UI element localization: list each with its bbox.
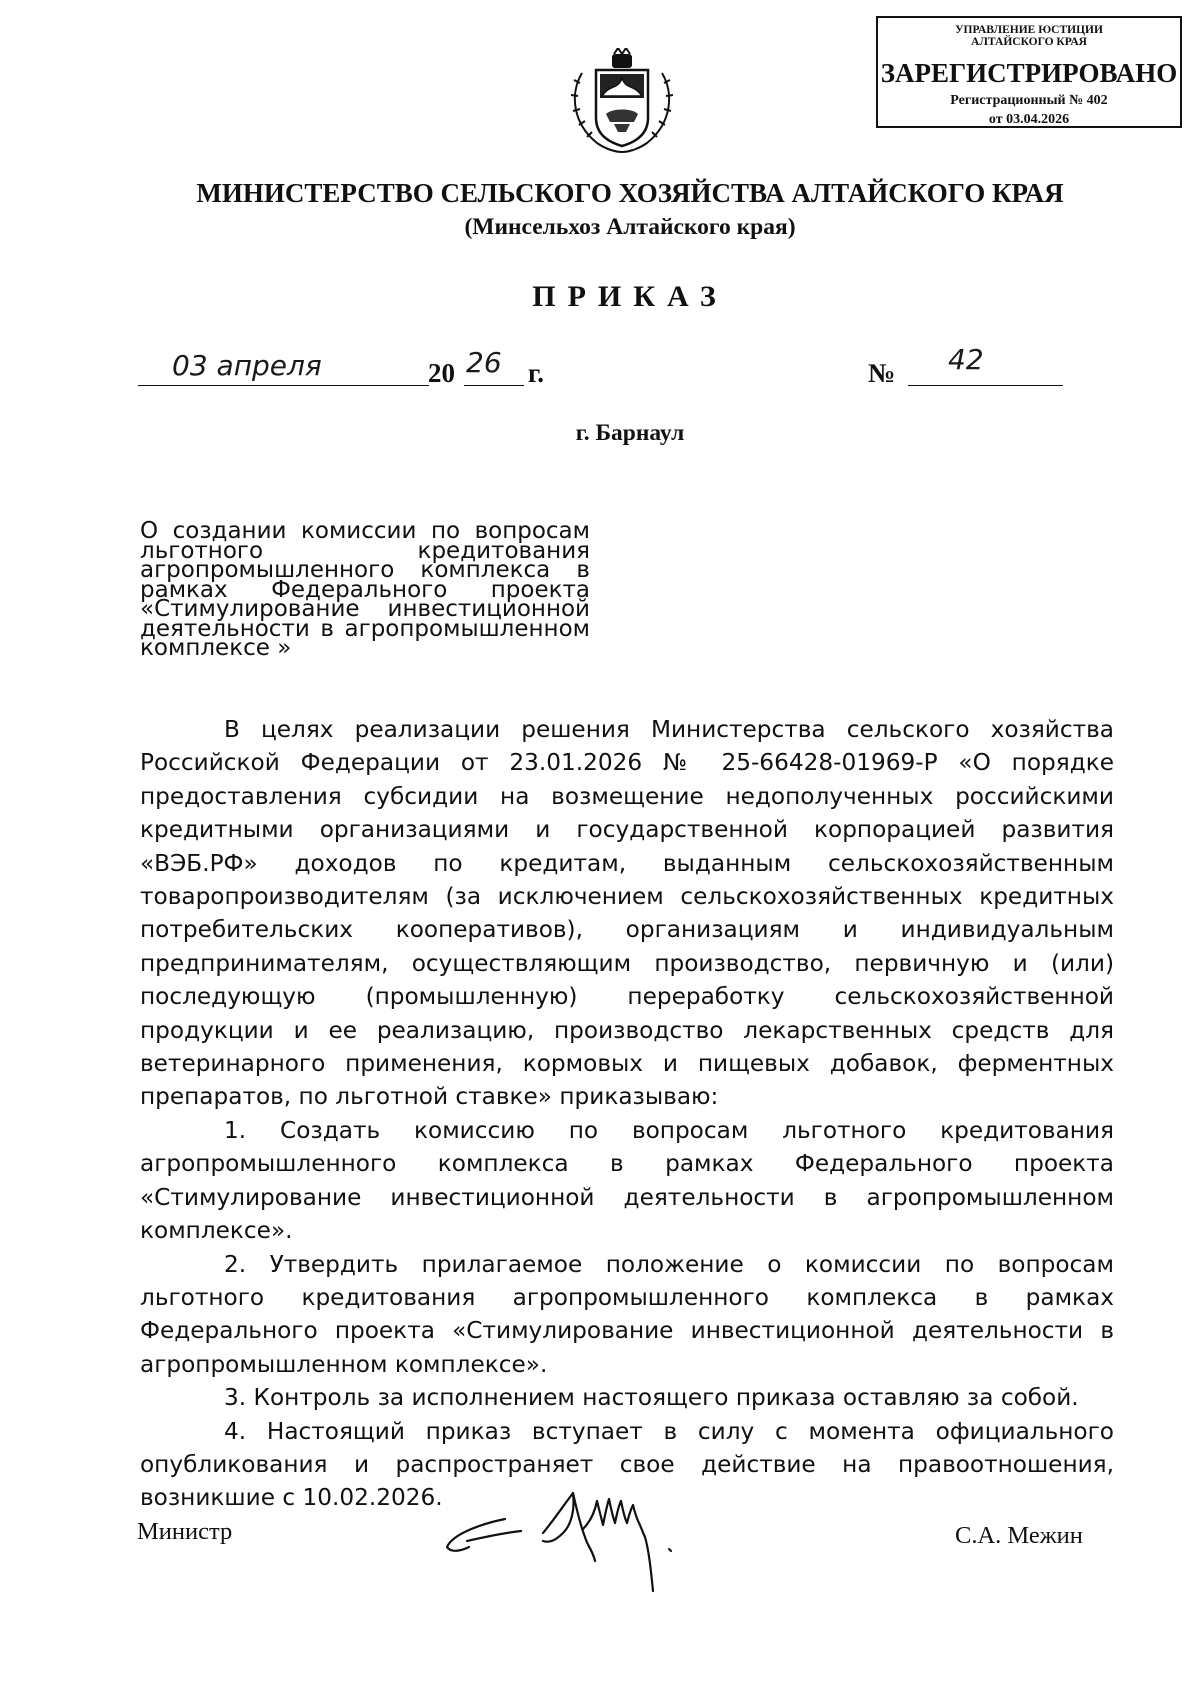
order-body <box>140 713 1114 1515</box>
signer-title: Министр <box>137 1518 233 1545</box>
handwritten-number: 42 <box>948 343 984 376</box>
year-underline <box>464 385 524 386</box>
stamp-status: ЗАРЕГИСТРИРОВАНО <box>880 58 1178 88</box>
handwritten-signature <box>445 1471 725 1601</box>
preamble-paragraph: В целях реализации решения Министерства сельского хозяйства Российской Федерации от 23.01.2026 № 25-66428-01969-Р «О порядке предоставления субсидии на возмещение недополученных российскими кредитными организациями и государственной корпорацией развития «ВЭБ.РФ» доходов по кредитам, выданным сельскохозяйственным товаропроизводителям (за исключением сельскохозяйственных кредитных потребительских кооперативов), организациям и индивидуальным предпринимателям, осуществляющим производство, первичную и (или) последующую (промышленную) переработку сельскохозяйственной продукции и ее реализацию, производство лекарственных средств для ветеринарного применения, кормовых и пищевых добавок, ферментных препаратов, по льготной ставке» приказываю: <box>140 716 1114 1111</box>
clause-1: 1. Создать комиссию по вопросам льготного кредитования агропромышленного комплекса в рамках Федерального проекта «Стимулирование инвестиционной деятельности в агропромышленном комплексе». <box>140 1116 1114 1245</box>
clause-4: 4. Настоящий приказ вступает в силу с момента официального опубликования и распространяет свое действие на правоотношения, возникшие с 10.02.2026. <box>140 1417 1114 1512</box>
order-subject: О создании комиссии по вопросам льготного кредитования агропромышленного комплекса в рамках Федерального проекта «Стимулирование инвестиционной деятельности в агропромышленном комплексе » <box>140 518 590 661</box>
clause-2: 2. Утвердить прилагаемое положение о комиссии по вопросам льготного кредитования агропромышленного комплекса в рамках Федерального проекта «Стимулирование инвестиционной деятельности в агропромышленном комплексе». <box>140 1250 1114 1378</box>
stamp-reg-date: от 03.04.2026 <box>988 112 1070 127</box>
registration-stamp <box>876 16 1182 128</box>
number-sign: № <box>868 358 896 388</box>
document-type-title: ПРИКАЗ <box>532 280 728 313</box>
stamp-org <box>878 24 1180 48</box>
number-underline <box>908 385 1063 386</box>
year-prefix: 20 <box>428 358 455 388</box>
signer-name: С.А. Межин <box>955 1522 1083 1549</box>
coat-of-arms-icon <box>562 48 682 158</box>
year-suffix: г. <box>528 358 544 388</box>
stamp-reg-number: Регистрационный № 402 <box>950 93 1108 108</box>
handwritten-date: 03 апреля <box>172 349 322 382</box>
city: г. Барнаул <box>575 420 685 446</box>
date-underline <box>138 385 429 386</box>
ministry-name: МИНИСТЕРСТВО СЕЛЬСКОГО ХОЗЯЙСТВА АЛТАЙСКОГО КРАЯ <box>196 178 1064 208</box>
ministry-short-name: (Минсельхоз Алтайского края) <box>464 214 796 240</box>
handwritten-year: 26 <box>466 346 502 379</box>
stamp-org-line-1: УПРАВЛЕНИЕ ЮСТИЦИИ <box>955 24 1103 36</box>
stamp-org-line-2: АЛТАЙСКОГО КРАЯ <box>971 36 1087 48</box>
clause-3: 3. Контроль за исполнением настоящего приказа оставляю за собой. <box>224 1384 1079 1412</box>
